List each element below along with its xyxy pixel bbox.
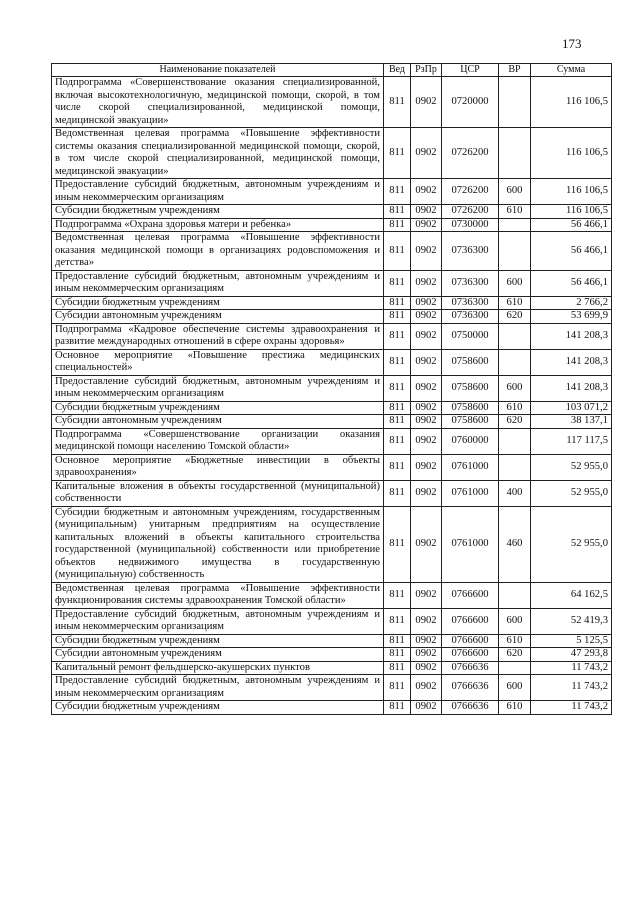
cell-csr: 0761000 xyxy=(442,480,499,506)
cell-sum: 52 955,0 xyxy=(531,480,612,506)
cell-ved: 811 xyxy=(384,128,411,179)
cell-ved: 811 xyxy=(384,428,411,454)
cell-csr: 0730000 xyxy=(442,218,499,232)
cell-sum: 11 743,2 xyxy=(531,661,612,675)
cell-rzpr: 0902 xyxy=(411,349,442,375)
cell-rzpr: 0902 xyxy=(411,128,442,179)
cell-name: Предоставление субсидий бюджетным, автономным учреждениям и иным некоммерческим организациям xyxy=(52,675,384,701)
table-row xyxy=(52,128,612,179)
cell-rzpr: 0902 xyxy=(411,205,442,219)
cell-sum: 53 699,9 xyxy=(531,310,612,324)
table-row xyxy=(52,179,612,205)
cell-sum: 141 208,3 xyxy=(531,375,612,401)
cell-csr: 0726200 xyxy=(442,205,499,219)
cell-ved: 811 xyxy=(384,582,411,608)
cell-ved: 811 xyxy=(384,296,411,310)
cell-csr: 0736300 xyxy=(442,232,499,271)
cell-csr: 0726200 xyxy=(442,179,499,205)
cell-csr: 0761000 xyxy=(442,454,499,480)
cell-ved: 811 xyxy=(384,675,411,701)
cell-name: Субсидии бюджетным учреждениям xyxy=(52,701,384,715)
cell-vr xyxy=(499,218,531,232)
cell-name: Субсидии автономным учреждениям xyxy=(52,415,384,429)
cell-sum: 64 162,5 xyxy=(531,582,612,608)
table-row xyxy=(52,310,612,324)
cell-rzpr: 0902 xyxy=(411,401,442,415)
cell-rzpr: 0902 xyxy=(411,232,442,271)
cell-rzpr: 0902 xyxy=(411,506,442,582)
cell-vr: 620 xyxy=(499,648,531,662)
cell-rzpr: 0902 xyxy=(411,323,442,349)
cell-ved: 811 xyxy=(384,401,411,415)
cell-vr xyxy=(499,128,531,179)
cell-rzpr: 0902 xyxy=(411,375,442,401)
cell-ved: 811 xyxy=(384,701,411,715)
cell-name: Субсидии автономным учреждениям xyxy=(52,648,384,662)
cell-rzpr: 0902 xyxy=(411,428,442,454)
table-row xyxy=(52,661,612,675)
cell-ved: 811 xyxy=(384,270,411,296)
cell-rzpr: 0902 xyxy=(411,296,442,310)
cell-vr xyxy=(499,454,531,480)
cell-name: Субсидии бюджетным и автономным учреждениям, государственным (муниципальным) унитарным предприятиям на осуществление капитальных вложений в объекты капитального строительства государственной (муниципальной) собственности или приобретение объектов недвижимого имущества в государственную (муниципальную) собственность xyxy=(52,506,384,582)
cell-name: Подпрограмма «Охрана здоровья матери и ребенка» xyxy=(52,218,384,232)
cell-csr: 0760000 xyxy=(442,428,499,454)
cell-rzpr: 0902 xyxy=(411,675,442,701)
cell-sum: 116 106,5 xyxy=(531,77,612,128)
cell-sum: 2 766,2 xyxy=(531,296,612,310)
cell-name: Предоставление субсидий бюджетным, автономным учреждениям и иным некоммерческим организациям xyxy=(52,608,384,634)
cell-rzpr: 0902 xyxy=(411,582,442,608)
cell-name: Основное мероприятие «Бюджетные инвестиции в объекты здравоохранения» xyxy=(52,454,384,480)
table-row xyxy=(52,582,612,608)
cell-ved: 811 xyxy=(384,480,411,506)
cell-csr: 0726200 xyxy=(442,128,499,179)
cell-rzpr: 0902 xyxy=(411,454,442,480)
cell-name: Субсидии бюджетным учреждениям xyxy=(52,634,384,648)
cell-sum: 11 743,2 xyxy=(531,701,612,715)
table-row xyxy=(52,608,612,634)
header-vr: ВР xyxy=(499,64,531,77)
cell-csr: 0766636 xyxy=(442,675,499,701)
cell-csr: 0758600 xyxy=(442,375,499,401)
table-row xyxy=(52,415,612,429)
table-row xyxy=(52,375,612,401)
cell-vr xyxy=(499,77,531,128)
table-header-row xyxy=(52,64,612,77)
cell-sum: 141 208,3 xyxy=(531,349,612,375)
cell-vr xyxy=(499,323,531,349)
table-row xyxy=(52,675,612,701)
cell-vr: 620 xyxy=(499,310,531,324)
cell-sum: 56 466,1 xyxy=(531,232,612,271)
cell-vr: 610 xyxy=(499,701,531,715)
table-body xyxy=(52,77,612,715)
table-row xyxy=(52,205,612,219)
cell-name: Подпрограмма «Совершенствование оказания специализированной, включая высокотехнологичную, медицинской помощи, скорой, в том числе скорой специализированной, медицинской помощи, медицинской эвакуации» xyxy=(52,77,384,128)
cell-rzpr: 0902 xyxy=(411,480,442,506)
cell-sum: 38 137,1 xyxy=(531,415,612,429)
table-row xyxy=(52,454,612,480)
cell-ved: 811 xyxy=(384,648,411,662)
cell-vr xyxy=(499,232,531,271)
cell-sum: 52 419,3 xyxy=(531,608,612,634)
cell-vr: 610 xyxy=(499,634,531,648)
cell-rzpr: 0902 xyxy=(411,608,442,634)
table-row xyxy=(52,480,612,506)
table-row xyxy=(52,232,612,271)
cell-ved: 811 xyxy=(384,310,411,324)
cell-csr: 0766636 xyxy=(442,701,499,715)
table-row xyxy=(52,218,612,232)
cell-sum: 5 125,5 xyxy=(531,634,612,648)
table-row xyxy=(52,506,612,582)
table-row xyxy=(52,323,612,349)
cell-vr: 600 xyxy=(499,179,531,205)
cell-vr: 460 xyxy=(499,506,531,582)
cell-csr: 0736300 xyxy=(442,296,499,310)
cell-csr: 0758600 xyxy=(442,349,499,375)
cell-csr: 0766600 xyxy=(442,648,499,662)
table-row xyxy=(52,634,612,648)
cell-vr: 600 xyxy=(499,675,531,701)
cell-csr: 0766636 xyxy=(442,661,499,675)
cell-name: Субсидии бюджетным учреждениям xyxy=(52,296,384,310)
cell-name: Подпрограмма «Кадровое обеспечение системы здравоохранения и развитие международных отношений в сфере охраны здоровья» xyxy=(52,323,384,349)
cell-vr: 610 xyxy=(499,205,531,219)
header-ved: Вед xyxy=(384,64,411,77)
cell-vr: 600 xyxy=(499,375,531,401)
cell-ved: 811 xyxy=(384,232,411,271)
cell-rzpr: 0902 xyxy=(411,661,442,675)
cell-rzpr: 0902 xyxy=(411,179,442,205)
cell-name: Предоставление субсидий бюджетным, автономным учреждениям и иным некоммерческим организациям xyxy=(52,270,384,296)
cell-csr: 0750000 xyxy=(442,323,499,349)
cell-csr: 0758600 xyxy=(442,401,499,415)
cell-sum: 116 106,5 xyxy=(531,179,612,205)
cell-ved: 811 xyxy=(384,661,411,675)
cell-name: Ведомственная целевая программа «Повышение эффективности функционирования системы здравоохранения Томской области» xyxy=(52,582,384,608)
cell-vr xyxy=(499,582,531,608)
table-row xyxy=(52,77,612,128)
cell-sum: 11 743,2 xyxy=(531,675,612,701)
cell-rzpr: 0902 xyxy=(411,77,442,128)
cell-name: Предоставление субсидий бюджетным, автономным учреждениям и иным некоммерческим организациям xyxy=(52,179,384,205)
cell-csr: 0766600 xyxy=(442,582,499,608)
cell-rzpr: 0902 xyxy=(411,270,442,296)
cell-name: Ведомственная целевая программа «Повышение эффективности системы оказания специализированной медицинской помощи, скорой, в том числе скорой специализированной, медицинской помощи, медицинской эвакуации» xyxy=(52,128,384,179)
cell-vr: 610 xyxy=(499,401,531,415)
table-row xyxy=(52,349,612,375)
cell-ved: 811 xyxy=(384,323,411,349)
cell-vr xyxy=(499,661,531,675)
page-number: 173 xyxy=(562,36,582,51)
cell-vr xyxy=(499,349,531,375)
cell-sum: 52 955,0 xyxy=(531,454,612,480)
header-name: Наименование показателей xyxy=(52,64,384,77)
cell-sum: 56 466,1 xyxy=(531,218,612,232)
cell-sum: 103 071,2 xyxy=(531,401,612,415)
cell-csr: 0758600 xyxy=(442,415,499,429)
table-row xyxy=(52,401,612,415)
table-row xyxy=(52,648,612,662)
cell-ved: 811 xyxy=(384,205,411,219)
cell-ved: 811 xyxy=(384,454,411,480)
cell-vr: 620 xyxy=(499,415,531,429)
cell-rzpr: 0902 xyxy=(411,310,442,324)
cell-csr: 0761000 xyxy=(442,506,499,582)
cell-sum: 116 106,5 xyxy=(531,128,612,179)
header-rzpr: РзПр xyxy=(411,64,442,77)
cell-name: Предоставление субсидий бюджетным, автономным учреждениям и иным некоммерческим организациям xyxy=(52,375,384,401)
cell-ved: 811 xyxy=(384,415,411,429)
cell-ved: 811 xyxy=(384,218,411,232)
table-row xyxy=(52,296,612,310)
cell-vr: 400 xyxy=(499,480,531,506)
cell-name: Субсидии бюджетным учреждениям xyxy=(52,205,384,219)
cell-ved: 811 xyxy=(384,179,411,205)
cell-csr: 0736300 xyxy=(442,270,499,296)
budget-table xyxy=(51,63,612,715)
cell-vr xyxy=(499,428,531,454)
cell-vr: 600 xyxy=(499,608,531,634)
cell-csr: 0736300 xyxy=(442,310,499,324)
cell-sum: 117 117,5 xyxy=(531,428,612,454)
cell-vr: 600 xyxy=(499,270,531,296)
table-row xyxy=(52,428,612,454)
header-sum: Сумма xyxy=(531,64,612,77)
header-csr: ЦСР xyxy=(442,64,499,77)
cell-ved: 811 xyxy=(384,375,411,401)
table-row xyxy=(52,270,612,296)
cell-sum: 47 293,8 xyxy=(531,648,612,662)
cell-sum: 56 466,1 xyxy=(531,270,612,296)
cell-sum: 52 955,0 xyxy=(531,506,612,582)
cell-vr: 610 xyxy=(499,296,531,310)
cell-rzpr: 0902 xyxy=(411,701,442,715)
cell-ved: 811 xyxy=(384,506,411,582)
cell-name: Субсидии бюджетным учреждениям xyxy=(52,401,384,415)
cell-sum: 141 208,3 xyxy=(531,323,612,349)
cell-name: Капитальные вложения в объекты государственной (муниципальной) собственности xyxy=(52,480,384,506)
cell-name: Капитальный ремонт фельдшерско-акушерских пунктов xyxy=(52,661,384,675)
cell-name: Подпрограмма «Совершенствование организации оказания медицинской помощи населению Томской области» xyxy=(52,428,384,454)
cell-ved: 811 xyxy=(384,634,411,648)
cell-rzpr: 0902 xyxy=(411,218,442,232)
cell-ved: 811 xyxy=(384,608,411,634)
cell-rzpr: 0902 xyxy=(411,415,442,429)
cell-name: Ведомственная целевая программа «Повышение эффективности оказания медицинской помощи в организациях родовспоможения и детства» xyxy=(52,232,384,271)
cell-csr: 0720000 xyxy=(442,77,499,128)
cell-csr: 0766600 xyxy=(442,608,499,634)
cell-sum: 116 106,5 xyxy=(531,205,612,219)
cell-rzpr: 0902 xyxy=(411,634,442,648)
cell-name: Субсидии автономным учреждениям xyxy=(52,310,384,324)
cell-csr: 0766600 xyxy=(442,634,499,648)
table-row xyxy=(52,701,612,715)
cell-ved: 811 xyxy=(384,349,411,375)
cell-rzpr: 0902 xyxy=(411,648,442,662)
cell-name: Основное мероприятие «Повышение престижа медицинских специальностей» xyxy=(52,349,384,375)
cell-ved: 811 xyxy=(384,77,411,128)
